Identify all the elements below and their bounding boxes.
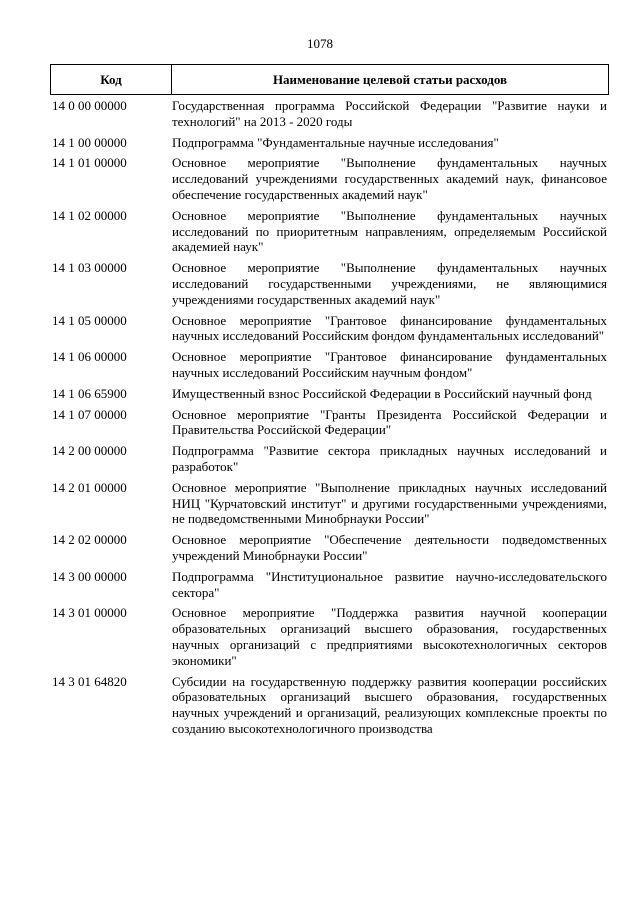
row-name: Основное мероприятие "Выполнение фундаментальных научных исследований государственными учреждениями, не являющимися учреждениями государственных академий наук" <box>172 260 607 307</box>
row-code: 14 1 06 65900 <box>52 385 127 401</box>
table-row <box>50 569 609 601</box>
row-name: Основное мероприятие "Выполнение фундаментальных научных исследований учреждениями государственных академий наук, финансовое обеспечение государственных академий наук" <box>172 155 607 202</box>
table-row <box>50 443 609 475</box>
table-row <box>50 349 609 381</box>
table-row <box>50 605 609 668</box>
row-code: 14 1 00 00000 <box>52 134 127 150</box>
row-code: 14 1 07 00000 <box>52 406 127 422</box>
table-row <box>50 407 609 439</box>
row-name: Подпрограмма "Фундаментальные научные исследования" <box>172 134 499 150</box>
row-name: Имущественный взнос Российской Федерации в Российский научный фонд <box>172 385 592 401</box>
table-row <box>50 98 609 130</box>
table-row <box>50 480 609 527</box>
row-name: Подпрограмма "Развитие сектора прикладных научных исследований и разработок" <box>172 443 607 474</box>
header-name: Наименование целевой статьи расходов <box>272 71 508 87</box>
table-row <box>50 135 609 151</box>
row-name: Государственная программа Российской Федерации "Развитие науки и технологий" на 2013 - 2020 годы <box>172 98 607 129</box>
row-code: 14 1 03 00000 <box>52 260 127 276</box>
table-row <box>50 313 609 345</box>
row-name: Основное мероприятие "Выполнение прикладных научных исследований НИЦ "Курчатовский институт" и другими государственными учреждениями, не подведомственными Минобрнауки России" <box>172 479 607 527</box>
table-row <box>50 386 609 402</box>
row-code: 14 1 06 00000 <box>52 349 127 365</box>
row-name: Основное мероприятие "Обеспечение деятельности подведомственных учреждений Минобрнауки России" <box>172 532 607 563</box>
row-name: Субсидии на государственную поддержку развития кооперации российских образовательных организаций высшего образования, государственных научных учреждений и организаций, реализующих комплексные проекты по созданию высокотехнологичного производства <box>172 673 607 736</box>
table-body <box>50 95 609 737</box>
row-code: 14 3 01 64820 <box>52 673 127 689</box>
row-name: Основное мероприятие "Гранты Президента Российской Федерации и Правительства Российской Федерации" <box>172 406 607 438</box>
row-code: 14 1 05 00000 <box>52 312 127 328</box>
table-header <box>50 64 609 95</box>
table-row <box>50 208 609 255</box>
page-number: 1078 <box>307 36 333 51</box>
row-code: 14 3 00 00000 <box>52 568 127 584</box>
table-row <box>50 155 609 202</box>
header-code: Код <box>51 65 172 94</box>
table-row <box>50 674 609 737</box>
table-row <box>50 260 609 307</box>
row-code: 14 2 01 00000 <box>52 479 127 495</box>
row-code: 14 2 02 00000 <box>52 532 127 548</box>
table-row <box>50 532 609 564</box>
row-code: 14 0 00 00000 <box>52 98 127 113</box>
row-name: Основное мероприятие "Выполнение фундаментальных научных исследований по приоритетным направлениям, определяемым Российской академией наук" <box>172 207 607 255</box>
row-code: 14 1 02 00000 <box>52 207 127 223</box>
row-code: 14 2 00 00000 <box>52 443 127 459</box>
expense-table <box>50 64 609 742</box>
row-name: Основное мероприятие "Грантовое финансирование фундаментальных научных исследований Российским научным фондом" <box>172 349 607 380</box>
row-name: Основное мероприятие "Грантовое финансирование фундаментальных научных исследований Российским фондом фундаментальных исследований" <box>172 312 607 344</box>
row-code: 14 1 01 00000 <box>52 155 127 171</box>
row-name: Подпрограмма "Институциональное развитие научно-исследовательского сектора" <box>172 568 607 600</box>
row-code: 14 3 01 00000 <box>52 605 127 621</box>
row-name: Основное мероприятие "Поддержка развития научной кооперации образовательных организаций высшего образования, государственных научных организаций с предприятиями высокотехнологичных секторов экономики" <box>172 605 607 668</box>
